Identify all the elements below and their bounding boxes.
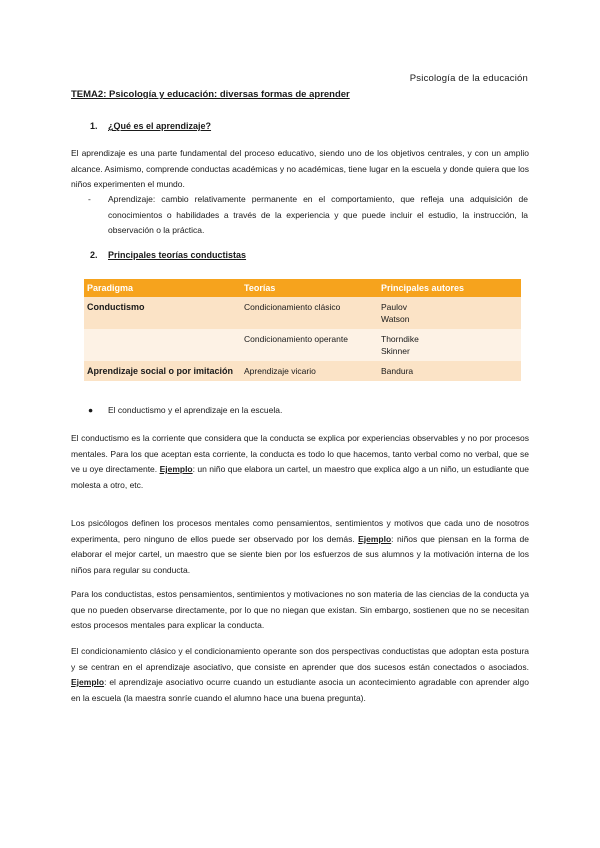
theory-cell: Aprendizaje vicario (241, 361, 378, 381)
paragraph-conductistas: Para los conductistas, estos pensamientos, sentimientos y motivaciones no son materia de las ciencias de la conducta ya que no pueden observarse directamente, por lo que no niegan que existan. Sin embargo, sostienen que no se necesitan estos procesos mentales para explicar la conducta. (71, 589, 529, 630)
dash-marker: - (88, 194, 91, 204)
example-text: : el aprendizaje asociativo ocurre cuando un estudiante asocia un acontecimiento agradable con aprender algo en la escuela (la maestra sonríe cuando el alumno hace una buena pregunta). (71, 677, 529, 703)
author-name: Watson (381, 314, 410, 324)
example-label: Ejemplo (159, 464, 193, 474)
paragraph-conductismo (71, 431, 529, 493)
paradigm-cell: Aprendizaje social o por imitación (84, 361, 241, 381)
paragraph-condicionamiento (71, 644, 529, 706)
example-text: : un niño que elabora un cartel, un maestro que explica algo a un niño, un estudiante que molesta a otro, etc. (71, 464, 529, 490)
paragraph-text: El conductismo es la corriente que considera que la conducta se explica por experiencias observables y no por procesos mentales. Para los que aceptan esta corriente, la conducta es todo lo que hacemos, tanto verbal como no verbal, que se ve u oye directamente. (71, 433, 529, 474)
section-heading-2 (90, 250, 246, 260)
section-heading-1 (90, 121, 211, 131)
paragraph-procesos-mentales (71, 516, 529, 578)
authors-cell (378, 297, 521, 329)
example-label: Ejemplo (71, 677, 105, 687)
document-title: TEMA2: Psicología y educación: diversas formas de aprender (71, 89, 350, 100)
example-label: Ejemplo (358, 533, 392, 544)
table-row (84, 329, 521, 361)
bullet-text: El conductismo y el aprendizaje en la escuela. (108, 405, 283, 415)
paradigm-cell: Conductismo (84, 297, 241, 329)
section-number: 2. (90, 250, 98, 260)
bullet-list-item (88, 405, 282, 415)
example-text: : niños que piensan en la forma de elaborar el mejor cartel, un maestro que se siente bien por los esfuerzos de sus alumnos y la motivación interna de los niños para regular su conducta. (71, 533, 529, 575)
section-title: ¿Qué es el aprendizaje? (108, 121, 212, 131)
table-header-cell: Paradigma (84, 279, 241, 297)
author-name: Bandura (381, 366, 414, 376)
author-name: Paulov (381, 302, 407, 312)
bullet-marker: ● (88, 405, 94, 415)
table-row (84, 361, 521, 381)
definition-text: Aprendizaje: cambio relativamente permanente en el comportamiento, que refleja una adquisición de conocimientos o habilidades a través de la experiencia y que puede incluir el estudio, la instrucción, la observación o la práctica. (108, 194, 528, 235)
paragraph-text: El condicionamiento clásico y el condicionamiento operante son dos perspectivas conductistas que adoptan esta postura y se centran en el aprendizaje asociativo, que consiste en aprender que dos sucesos están conectados o asociados. (71, 646, 529, 672)
authors-cell (378, 361, 521, 381)
author-name: Thorndike (381, 334, 419, 344)
theories-table (84, 279, 521, 381)
table-header-cell: Principales autores (378, 279, 521, 297)
section-number: 1. (90, 121, 98, 131)
theory-cell: Condicionamiento operante (241, 329, 378, 361)
course-header: Psicología de la educación (409, 73, 528, 84)
section-title: Principales teorías conductistas (108, 250, 247, 260)
paragraph-text: Los psicólogos definen los procesos mentales como pensamientos, sentimientos y motivos que cada uno de nosotros experimenta, pero ninguno de ellos puede ser observado por los demás. (71, 518, 529, 544)
intro-paragraph: El aprendizaje es una parte fundamental del proceso educativo, siendo uno de los objetivos centrales, y con un amplio alcance. Asimismo, comprende conductas académicas y no académicas, tiene lugar en la escuela y donde quiera que los niños experimenten el mundo. (71, 148, 529, 189)
authors-cell (378, 329, 521, 361)
table-header-row (84, 279, 521, 297)
table-header-cell: Teorías (241, 279, 378, 297)
theory-cell: Condicionamiento clásico (241, 297, 378, 329)
author-name: Skinner (381, 346, 410, 356)
definition-list-item (88, 192, 528, 239)
paradigm-cell (84, 329, 241, 361)
table-row (84, 297, 521, 329)
